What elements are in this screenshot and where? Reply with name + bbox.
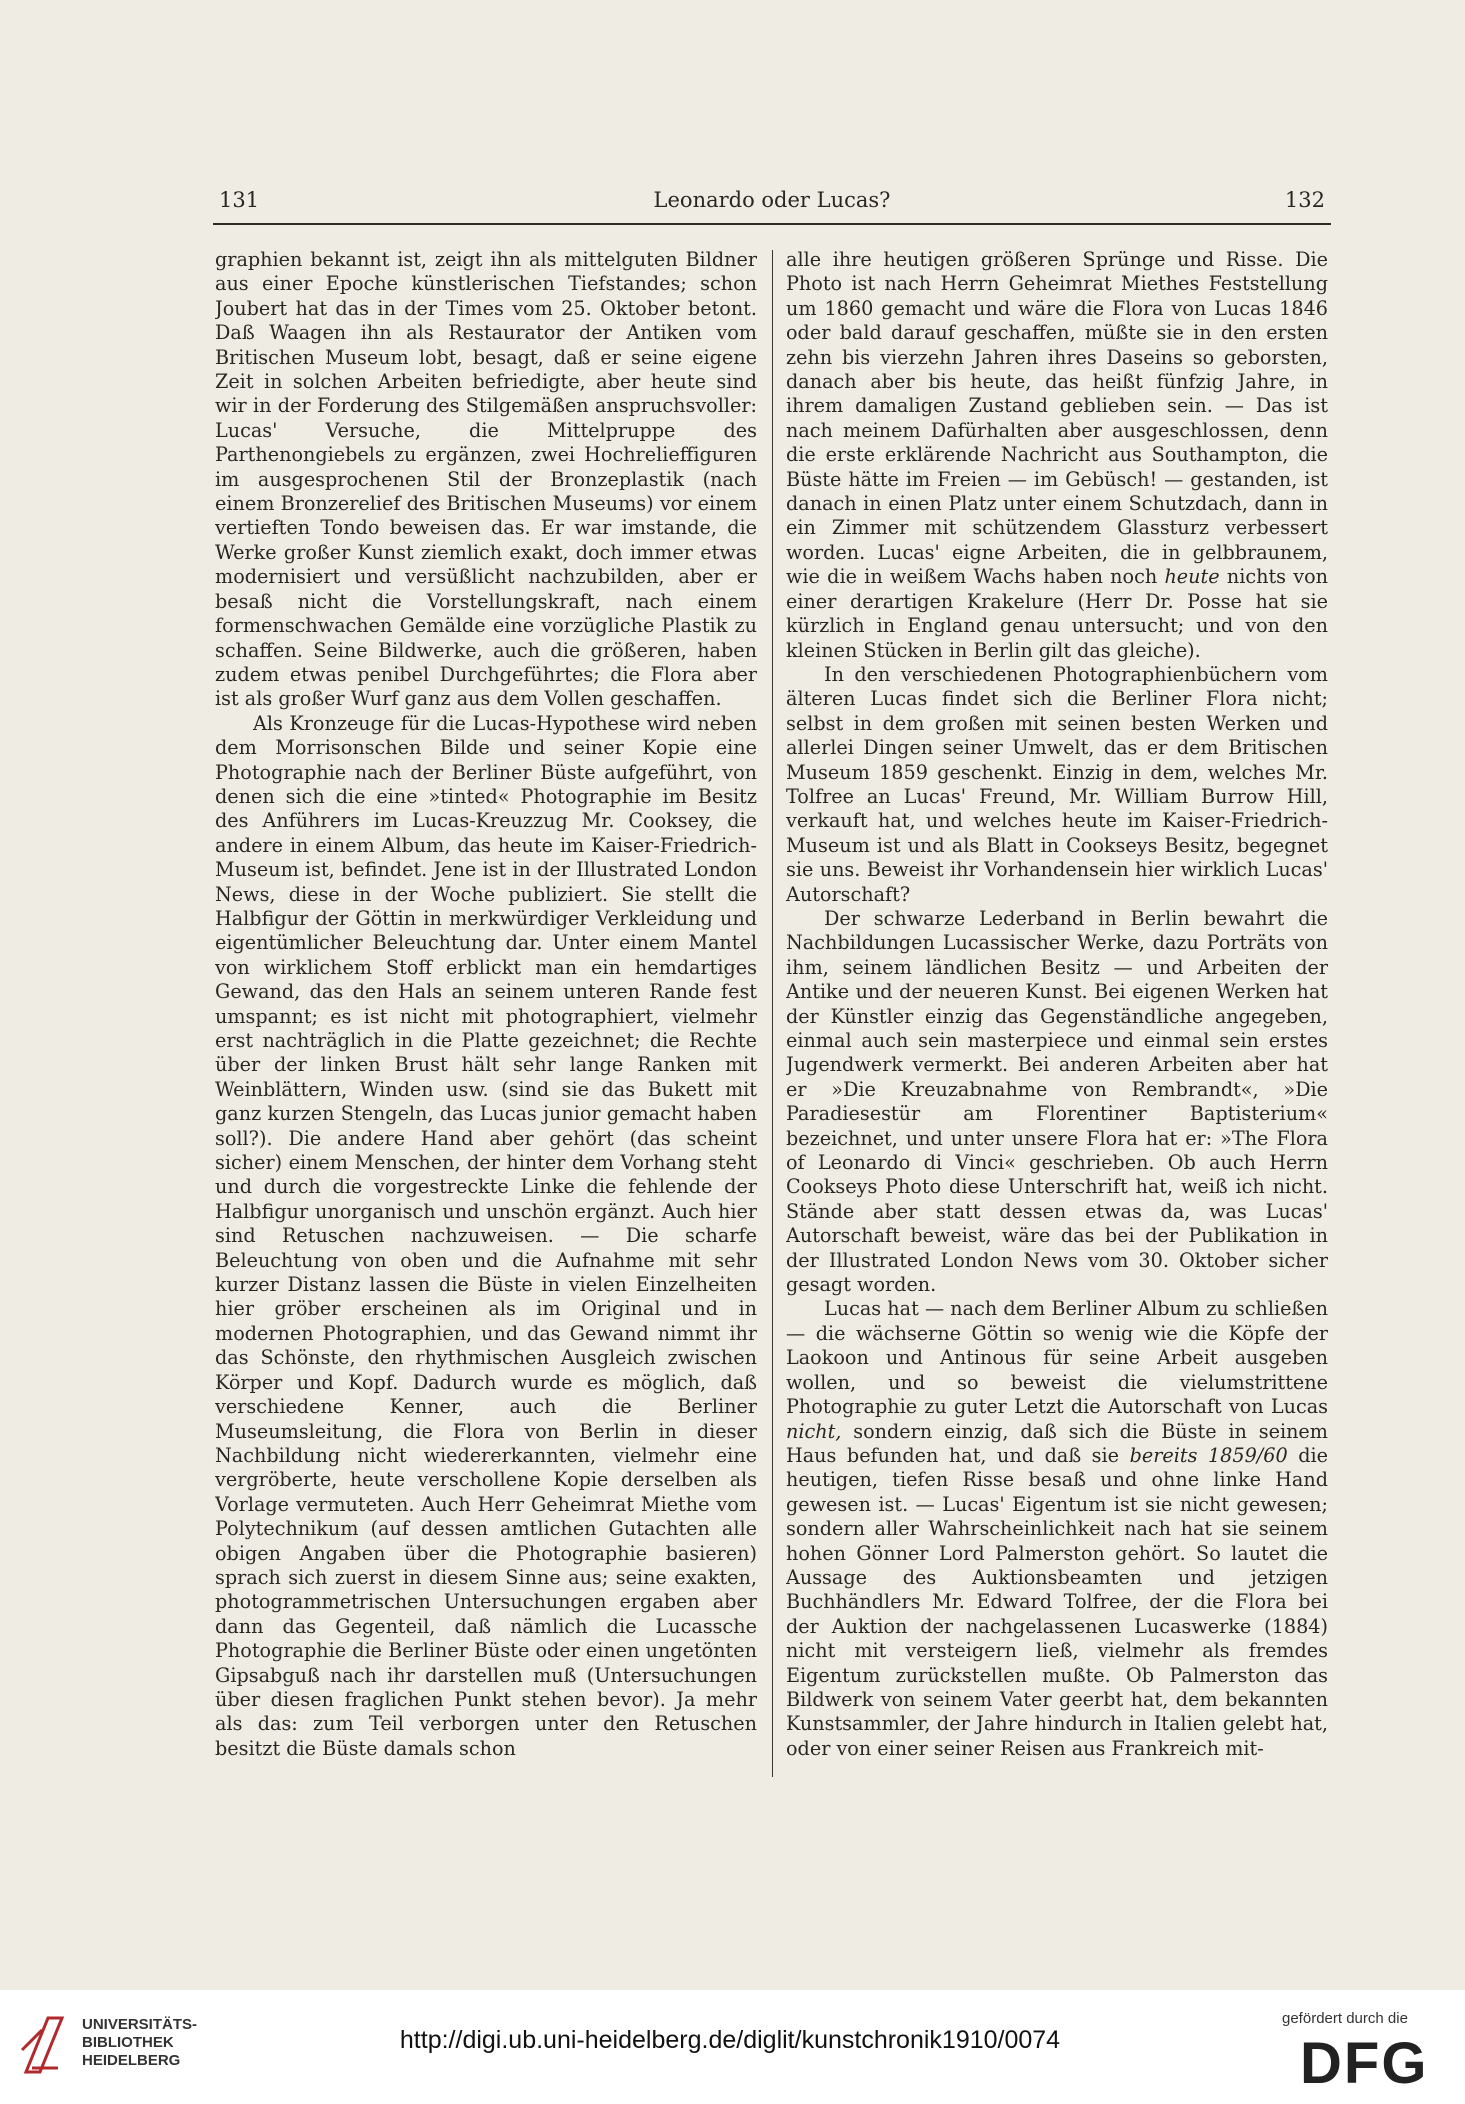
header-rule	[213, 223, 1331, 225]
library-name-line: UNIVERSITÄTS-	[82, 2016, 198, 2033]
page-number-left: 131	[219, 188, 260, 212]
library-name-line: HEIDELBERG	[82, 2052, 181, 2069]
column-divider	[772, 250, 773, 1777]
text-run: Lucas hat — nach dem Berliner Album zu schließen — die wächserne Göttin so wenig wie die Köpfe der Laokoon und Antinous für seine Arbeit ausgeben wollen, und so beweist die vielumstrittene Photographie zu guter Letzt die Autorschaft von Lucas	[786, 1297, 1328, 1419]
running-header	[213, 180, 1331, 220]
text-run: nichts von einer derartigen Krakelure (Herr Dr. Posse hat sie kürzlich in England genau untersucht; und von den kleinen Stücken in Berlin gilt das gleiche).	[786, 565, 1328, 662]
text-run: alle ihre heutigen größeren Sprünge und Risse. Die Photo ist nach Herrn Geheimrat Miethes Feststellung um 1860 gemacht und wäre die Flora von Lucas 1846 oder bald darauf geschaffen, müßte sie in den ersten zehn bis vierzehn Jahren ihres Daseins so geborsten, danach aber bis heute, das heißt fünfzig Jahre, in ihrem damaligen Zustand geblieben sein. — Das ist nach meinem Dafürhalten aber ausgeschlossen, denn die erste erklärende Nachricht aus Southampton, die Büste hätte im Freien — im Gebüsch! — gestanden, ist danach in einen Platz unter einem Schutzdach, dann in ein Zimmer mit schützendem Glassturz verbessert worden. Lucas' eigne Arbeiten, die in gelbbraunem, wie die in weißem Wachs haben noch	[786, 248, 1328, 589]
text-run: sondern einzig, daß sich die Büste in seinem Haus befunden hat, und daß sie	[786, 1419, 1328, 1467]
library-name-line: BIBLIOTHEK	[82, 2034, 174, 2051]
emphasis: nicht,	[786, 1419, 842, 1443]
right-paragraph-4	[786, 1297, 1328, 1761]
dfg-logo: DFG	[1300, 2031, 1429, 2096]
digitization-footer	[0, 1990, 1465, 2104]
left-column	[215, 248, 757, 1778]
source-url-link[interactable]: http://digi.ub.uni-heidelberg.de/diglit/kunstchronik1910/0074	[399, 2026, 1061, 2054]
left-paragraph-2: Als Kronzeuge für die Lucas-Hypothese wird neben dem Morrisonschen Bilde und seiner Kopie eine Photographie nach der Berliner Büste aufgeführt, von denen sich die eine »tinted« Photographie im Besitz des Anführers im Lucas-Kreuzzug Mr. Cooksey, die andere in einem Album, das heute im Kaiser-Friedrich-Museum ist, befindet. Jene ist in der Illustrated London News, diese in der Woche publiziert. Sie stellt die Halbfigur der Göttin in merkwürdiger Verkleidung und eigentümlicher Beleuchtung dar. Unter einem Mantel von wirklichem Stoff erblickt man ein hemdartiges Gewand, das den Hals an seinem unteren Rande fest umspannt; es ist nicht mit photographiert, vielmehr erst nachträglich in die Platte gezeichnet; die Rechte über der linken Brust hält sehr lange Ranken mit Weinblättern, Winden usw. (sind sie das Bukett mit ganz kurzen Stengeln, das Lucas junior gemacht haben soll?). Die andere Hand aber gehört (das scheint sicher) einem Menschen, der hinter dem Vorhang steht und durch die vorgestreckte Linke die fehlende der Halbfigur unorganisch und unschön ergänzt. Auch hier sind Retuschen nachzuweisen. — Die scharfe Beleuchtung von oben und die Aufnahme mit sehr kurzer Distanz lassen die Büste in vielen Einzelheiten hier gröber erscheinen als im Original und in modernen Photographien, und das Gewand nimmt ihr das Schönste, den rhythmischen Ausgleich zwischen Körper und Kopf. Dadurch wurde es möglich, daß verschiedene Kenner, auch die Berliner Museumsleitung, die Flora von Berlin in dieser Nachbildung nicht wiedererkannten, vielmehr eine vergröberte, heute verschollene Kopie derselben als Vorlage vermuteten. Auch Herr Geheimrat Miethe vom Polytechnikum (auf dessen amtlichen Gutachten alle obigen Angaben über die Photographie basieren) sprach sich zuerst in diesem Sinne aus; seine exakten, photogrammetrischen Untersuchungen ergaben aber dann das Gegenteil, daß nämlich die Lucassche Photographie die Berliner Büste oder einen ungetönten Gipsabguß nach ihr darstellen muß (Untersuchungen über diesen fraglichen Punkt stehen bevor). Ja mehr als das: zum Teil verborgen unter den Retuschen besitzt die Büste damals schon	[215, 711, 757, 1760]
emphasis: heute	[1164, 565, 1220, 589]
right-column	[786, 248, 1328, 1778]
library-name	[82, 2016, 222, 2070]
text-run: die heutigen, tiefen Risse besaß und ohne linke Hand gewesen ist. — Lucas' Eigentum ist sie nicht gewesen; sondern aller Wahrscheinlichkeit nach hat sie seinem hohen Gönner Lord Palmerston gehört. So lautet die Aussage des Auktionsbeamten und jetzigen Buchhändlers Mr. Edward Tolfree, der die Flora bei der Auktion der nachgelassenen Lucaswerke (1884) nicht mit versteigern ließ, vielmehr als fremdes Eigentum zurückstellen mußte. Ob Palmerston das Bildwerk von seinem Vater geerbt hat, dem bekannten Kunstsammler, der Jahre hindurch in Italien gelebt hat, oder von einer seiner Reisen aus Frankreich mit-	[786, 1443, 1328, 1760]
right-paragraph-2: In den verschiedenen Photographienbüchern vom älteren Lucas findet sich die Berliner Flora nicht; selbst in dem großen mit seinen besten Werken und allerlei Dingen seiner Umwelt, das er dem Britischen Museum 1859 geschenkt. Einzig in dem, welches Mr. Tolfree an Lucas' Freund, Mr. William Burrow Hill, verkauft hat, und welches heute im Kaiser-Friedrich-Museum ist und als Blatt in Cookseys Besitz, begegnet sie uns. Beweist ihr Vorhandensein hier wirklich Lucas' Autorschaft?	[786, 662, 1328, 906]
university-library-logo-icon	[18, 2010, 70, 2080]
running-title: Leonardo oder Lucas?	[653, 188, 891, 212]
right-paragraph-1	[786, 248, 1328, 663]
right-paragraph-3: Der schwarze Lederband in Berlin bewahrt die Nachbildungen Lucassischer Werke, dazu Porträts von ihm, seinem ländlichen Besitz — und Arbeiten der Antike und der neueren Kunst. Bei eigenen Werken hat der Künstler einzig das Gegenständliche angegeben, einmal auch sein masterpiece und einmal sein erstes Jugendwerk vermerkt. Bei anderen Arbeiten aber hat er »Die Kreuzabnahme von Rembrandt«, »Die Paradiesestür am Florentiner Baptisterium« bezeichnet, und unter unsere Flora hat er: »The Flora of Leonardo di Vinci« geschrieben. Ob auch Herrn Cookseys Photo diese Unterschrift hat, weiß ich nicht. Stände aber statt dessen etwas da, was Lucas' Autorschaft beweist, wäre das bei der Publikation in der Illustrated London News vom 30. Oktober sicher gesagt worden.	[786, 906, 1328, 1297]
funding-caption: gefördert durch die	[1282, 2010, 1408, 2027]
left-paragraph-1: graphien bekannt ist, zeigt ihn als mittelguten Bildner aus einer Epoche künstlerischen Tiefstandes; schon Joubert hat das in der Times vom 25. Oktober betont. Daß Waagen ihn als Restaurator der Antiken vom Britischen Museum lobt, besagt, daß er seine eigene Zeit in solchen Arbeiten befriedigte, aber heute sind wir in der Forderung des Stilgemäßen anspruchsvoller: Lucas' Versuche, die Mittelpruppe des Parthenongiebels zu ergänzen, zwei Hochrelieffiguren im ausgesprochenen Stil der Bronzeplastik (nach einem Bronzerelief des Britischen Museums) vor einem vertieften Tondo beweisen das. Er war imstande, die Werke großer Kunst ziemlich exakt, doch immer etwas modernisiert und versüßlicht nachzubilden, aber er besaß nicht die Vorstellungskraft, nach einem formenschwachen Gemälde eine vorzügliche Plastik zu schaffen. Seine Bildwerke, auch die größeren, haben zudem etwas penibel Durchgeführtes; die Flora aber ist als großer Wurf ganz aus dem Vollen geschaffen.	[215, 248, 757, 711]
emphasis: bereits 1859/60	[1129, 1443, 1288, 1467]
page-number-right: 132	[1284, 188, 1325, 212]
